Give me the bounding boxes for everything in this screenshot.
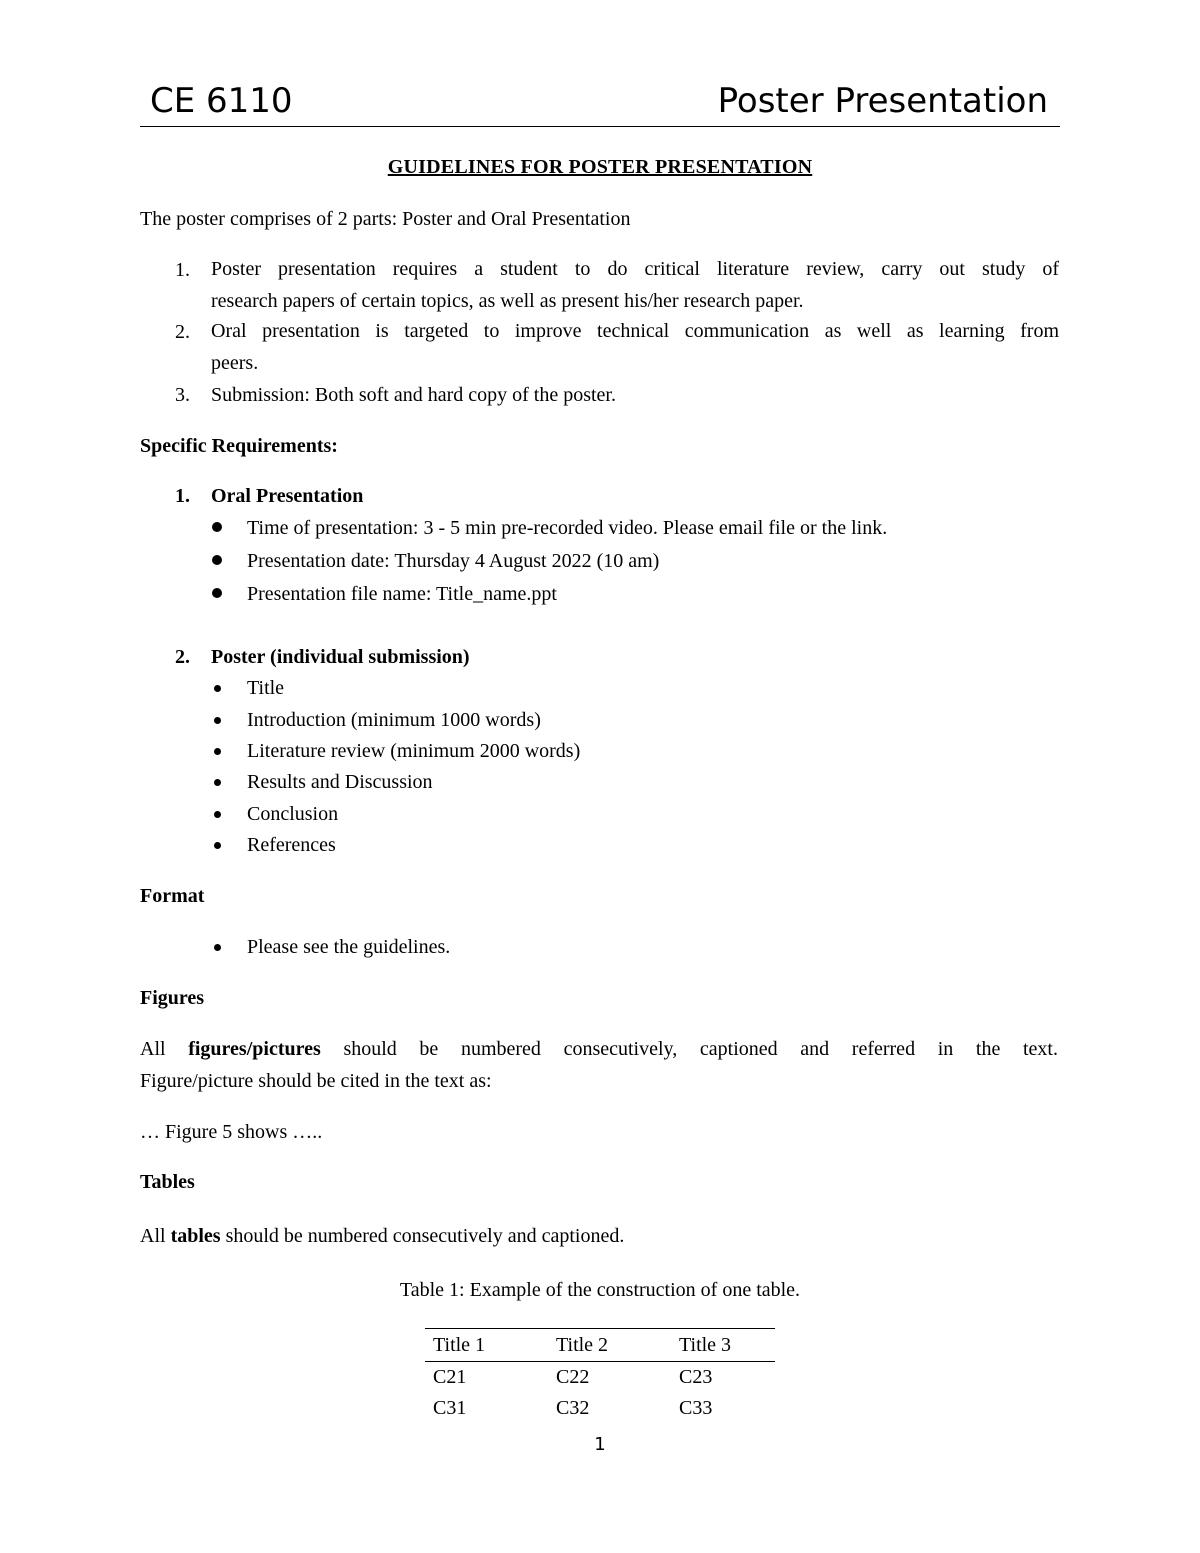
- part-2-number: 2.: [175, 321, 190, 343]
- table-cell: C32: [556, 1397, 590, 1419]
- page-header: [140, 76, 1060, 127]
- table-column-header: Title 1: [425, 1329, 548, 1362]
- figures-example: … Figure 5 shows …..: [140, 1121, 323, 1143]
- figures-text-bold: figures/pictures: [188, 1038, 321, 1060]
- poster-number: 2.: [175, 646, 190, 668]
- bullet-icon: [214, 748, 221, 755]
- part-1-line-1: Poster presentation requires a student to do critical literature review, carry out study of: [211, 258, 1059, 280]
- poster-item-2: Introduction (minimum 1000 words): [247, 709, 541, 731]
- page-number: 1: [594, 1434, 606, 1455]
- figures-text-post: should be numbered consecutively, captioned and referred in the text.: [320, 1038, 1058, 1060]
- table-row: [425, 1393, 775, 1424]
- poster-item-1: Title: [247, 677, 285, 699]
- bullet-icon: [214, 717, 221, 724]
- figures-paragraph-line-2: Figure/picture should be cited in the text as:: [140, 1070, 492, 1092]
- document-title: GUIDELINES FOR POSTER PRESENTATION: [387, 156, 813, 178]
- figures-paragraph-line-1: [140, 1033, 1058, 1065]
- bullet-icon: [212, 522, 222, 532]
- bullet-icon: [212, 588, 222, 598]
- figures-heading: Figures: [140, 987, 205, 1009]
- table-cell: C22: [556, 1366, 590, 1388]
- table-row: [425, 1362, 775, 1394]
- tables-heading: Tables: [140, 1171, 195, 1193]
- part-3-number: 3.: [175, 384, 190, 406]
- part-2-line-2: peers.: [211, 352, 259, 374]
- oral-item-1: Time of presentation: 3 - 5 min pre-recorded video. Please email file or the link.: [247, 517, 888, 539]
- oral-item-3: Presentation file name: Title_name.ppt: [247, 583, 557, 605]
- table-cell: C31: [433, 1397, 467, 1419]
- table-cell: C33: [679, 1397, 713, 1419]
- course-code: CE 6110: [150, 81, 293, 121]
- oral-item-2: Presentation date: Thursday 4 August 2022 (10 am): [247, 550, 660, 572]
- bullet-icon: [214, 779, 221, 786]
- poster-heading: Poster (individual submission): [211, 646, 470, 668]
- specific-requirements-heading: Specific Requirements:: [140, 435, 338, 457]
- part-1-number: 1.: [175, 259, 190, 281]
- bullet-icon: [214, 811, 221, 818]
- part-3-line-1: Submission: Both soft and hard copy of the poster.: [211, 384, 616, 406]
- bullet-icon: [214, 842, 221, 849]
- figures-text-pre: All: [140, 1038, 189, 1060]
- bullet-icon: [214, 685, 221, 692]
- poster-item-6: References: [247, 834, 336, 856]
- poster-item-4: Results and Discussion: [247, 771, 433, 793]
- tables-text-post: should be numbered consecutively and captioned.: [220, 1225, 625, 1247]
- table-column-header: Title 2: [548, 1329, 671, 1362]
- table-caption: Table 1: Example of the construction of one table.: [399, 1279, 801, 1301]
- tables-text-bold: tables: [170, 1225, 221, 1247]
- table-cell: C21: [433, 1366, 467, 1388]
- header-topic: Poster Presentation: [717, 81, 1048, 121]
- intro-text: The poster comprises of 2 parts: Poster and Oral Presentation: [140, 208, 631, 230]
- format-heading: Format: [140, 885, 205, 907]
- bullet-icon: [212, 555, 222, 565]
- table-cell: C23: [679, 1366, 713, 1388]
- bullet-icon: [214, 944, 221, 951]
- part-2-line-1: Oral presentation is targeted to improve technical communication as well as learning from: [211, 320, 1059, 342]
- oral-heading: Oral Presentation: [211, 485, 364, 507]
- tables-text-pre: All: [140, 1225, 171, 1247]
- oral-number: 1.: [175, 485, 190, 507]
- tables-paragraph: [140, 1224, 624, 1248]
- table-header-row: [425, 1329, 775, 1362]
- format-item: Please see the guidelines.: [247, 936, 451, 958]
- poster-item-5: Conclusion: [247, 803, 339, 825]
- poster-item-3: Literature review (minimum 2000 words): [247, 740, 581, 762]
- part-1-line-2: research papers of certain topics, as well as present his/her research paper.: [211, 290, 804, 312]
- table-column-header: Title 3: [671, 1329, 775, 1362]
- example-table: [425, 1328, 775, 1424]
